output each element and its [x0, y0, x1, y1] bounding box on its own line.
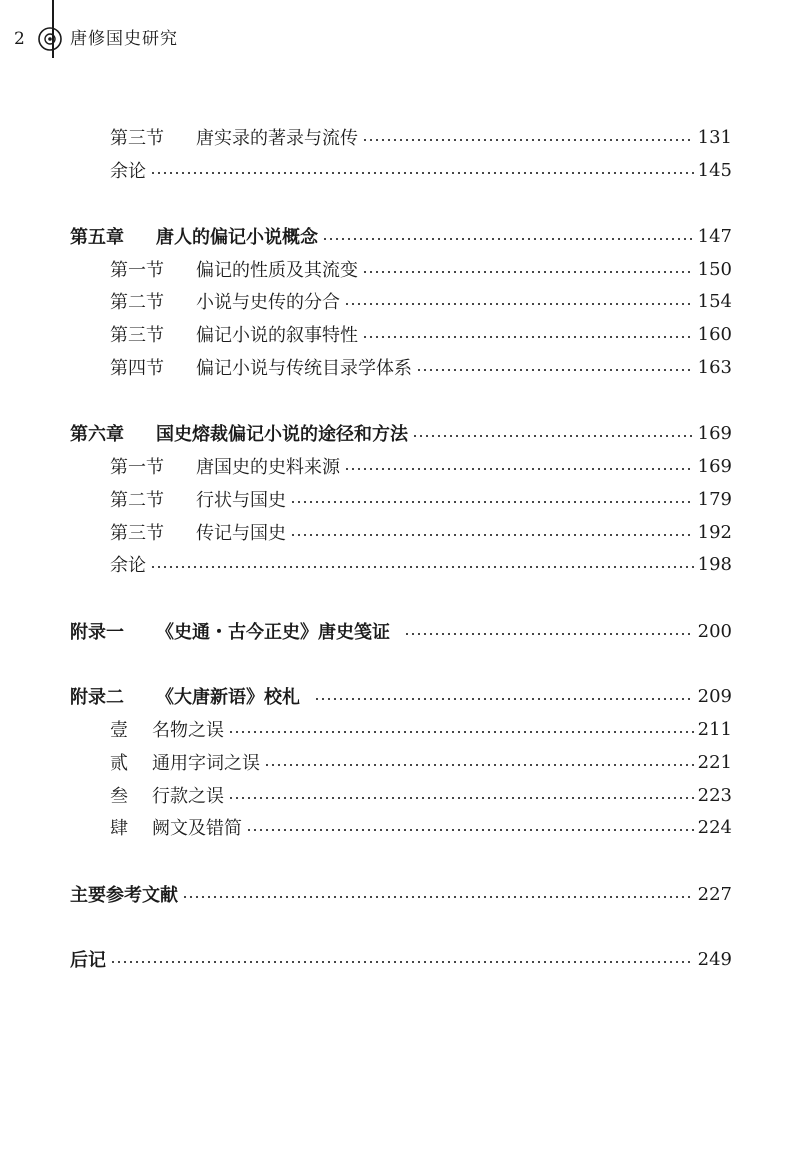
toc-bibliography [70, 878, 732, 910]
leader-dots [362, 271, 694, 273]
toc-entry [110, 713, 732, 745]
toc-entry-page: 223 [697, 784, 732, 806]
leader-dots [110, 961, 694, 963]
toc-entry-title: 偏记小说的叙事特性 [196, 325, 358, 346]
toc-appendix-page: 209 [697, 685, 732, 707]
toc-entry [110, 154, 732, 186]
toc-entry [110, 351, 732, 383]
toc-entry-label: 壹 [110, 720, 128, 741]
toc-entry-page: 145 [697, 159, 732, 181]
toc-chapter-page: 169 [697, 422, 732, 444]
toc-entry-page: 131 [697, 126, 732, 148]
toc-entry-label: 第一节 [110, 260, 164, 281]
toc-bibliography-title: 主要参考文献 [70, 885, 178, 906]
toc-entry [110, 483, 732, 515]
page-number: 2 [14, 28, 25, 49]
toc-entry-title: 名物之误 [152, 720, 224, 741]
toc-entry-title: 小说与史传的分合 [196, 292, 340, 313]
leader-dots [290, 501, 694, 503]
toc-bibliography-page: 227 [697, 883, 732, 905]
leader-dots [290, 534, 694, 536]
toc-afterword-title: 后记 [70, 950, 106, 971]
toc-entry-label: 第二节 [110, 490, 164, 511]
toc-entry-page: 150 [697, 258, 732, 280]
leader-dots [264, 764, 694, 766]
toc-appendix-label: 附录一 [70, 622, 124, 643]
toc-appendix-title: 《史通・古今正史》唐史笺证 [156, 622, 390, 643]
leader-dots [344, 303, 694, 305]
toc-entry-title: 通用字词之误 [152, 753, 260, 774]
toc-entry [110, 121, 732, 153]
toc-entry-title: 偏记的性质及其流变 [196, 260, 358, 281]
toc-entry-title: 唐实录的著录与流传 [196, 128, 358, 149]
leader-dots [362, 336, 694, 338]
toc-chapter-label: 第六章 [70, 424, 124, 445]
toc-entry [110, 516, 732, 548]
toc-entry-page: 224 [697, 816, 732, 838]
leader-dots [150, 172, 694, 174]
toc-entry-label: 叁 [110, 786, 128, 807]
leader-dots [412, 435, 694, 437]
toc-afterword [70, 943, 732, 975]
leader-dots [246, 829, 694, 831]
toc-chapter [70, 220, 732, 252]
toc-entry-page: 179 [697, 488, 732, 510]
toc-entry-label: 第四节 [110, 358, 164, 379]
toc-entry-page: 154 [697, 290, 732, 312]
leader-dots [404, 633, 694, 635]
toc-entry-page: 211 [697, 718, 732, 740]
toc-entry-label: 贰 [110, 753, 128, 774]
toc-appendix [70, 615, 732, 647]
toc-chapter [70, 417, 732, 449]
toc-entry-page: 169 [697, 455, 732, 477]
toc-entry-label: 第二节 [110, 292, 164, 313]
leader-dots [322, 238, 694, 240]
toc-appendix-title: 《大唐新语》校札 [156, 687, 300, 708]
toc-entry-page: 198 [697, 553, 732, 575]
toc-entry [110, 318, 732, 350]
toc-entry-page: 163 [697, 356, 732, 378]
toc-chapter-page: 147 [697, 225, 732, 247]
leader-dots [362, 139, 694, 141]
leader-dots [182, 896, 694, 898]
toc-entry-title: 偏记小说与传统目录学体系 [196, 358, 412, 379]
toc-entry-title: 余论 [110, 555, 146, 576]
toc-chapter-title: 国史熔裁偏记小说的途径和方法 [156, 424, 408, 445]
toc-entry-label: 第三节 [110, 128, 164, 149]
toc-entry-label: 第三节 [110, 523, 164, 544]
leader-dots [416, 369, 694, 371]
toc-entry-label: 第一节 [110, 457, 164, 478]
leader-dots [344, 468, 694, 470]
toc-entry-title: 余论 [110, 161, 146, 182]
toc-entry [110, 548, 732, 580]
toc-appendix [70, 680, 732, 712]
toc-entry-title: 唐国史的史料来源 [196, 457, 340, 478]
toc-entry-title: 行状与国史 [196, 490, 286, 511]
toc-entry [110, 811, 732, 843]
toc-afterword-page: 249 [697, 948, 732, 970]
toc-entry-title: 传记与国史 [196, 523, 286, 544]
toc-chapter-label: 第五章 [70, 227, 124, 248]
toc-entry-title: 行款之误 [152, 786, 224, 807]
toc-entry [110, 746, 732, 778]
toc-appendix-label: 附录二 [70, 687, 124, 708]
toc-entry-page: 160 [697, 323, 732, 345]
leader-dots [228, 797, 694, 799]
leader-dots [150, 566, 694, 568]
toc-entry-label: 第三节 [110, 325, 164, 346]
toc-entry-label: 肆 [110, 818, 128, 839]
toc-entry-page: 221 [697, 751, 732, 773]
leader-dots [228, 731, 694, 733]
running-title: 唐修国史研究 [70, 28, 178, 49]
toc-entry-title: 阙文及错简 [152, 818, 242, 839]
toc-chapter-title: 唐人的偏记小说概念 [156, 227, 318, 248]
leader-dots [314, 698, 694, 700]
toc-entry-page: 192 [697, 521, 732, 543]
toc-entry [110, 253, 732, 285]
toc-entry [110, 450, 732, 482]
toc-appendix-page: 200 [697, 620, 732, 642]
toc-entry [110, 779, 732, 811]
toc-entry [110, 285, 732, 317]
